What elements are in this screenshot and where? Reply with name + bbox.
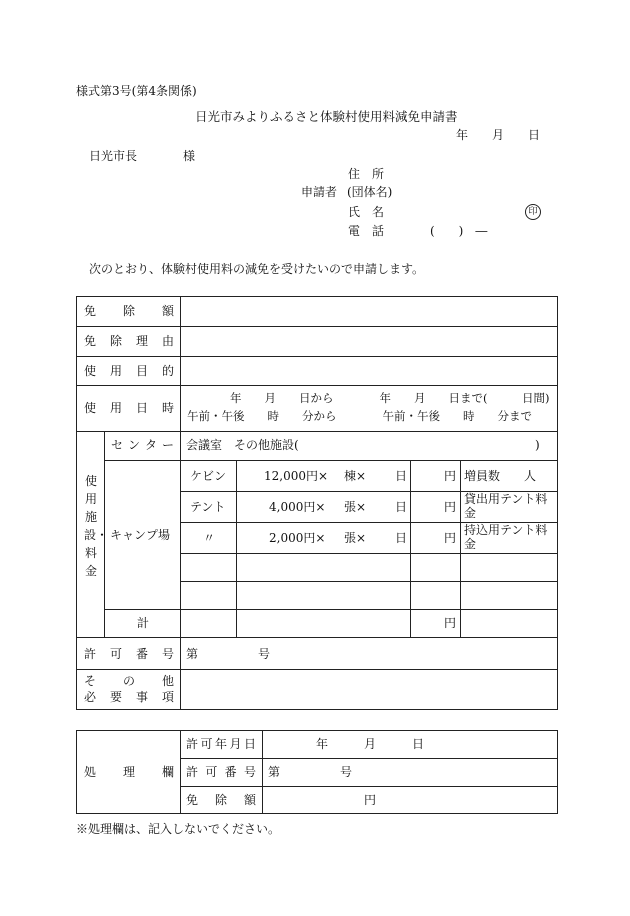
label-char: 用: [109, 364, 122, 378]
col-divider: [180, 730, 181, 814]
date-month: 月: [492, 128, 505, 142]
label-char: 由: [161, 334, 174, 348]
label-char: 用: [109, 401, 122, 415]
row-divider: [180, 786, 558, 787]
total-label: 計: [137, 616, 150, 630]
label-char: 日: [243, 737, 256, 751]
label-char: 理: [122, 765, 135, 779]
label-char: そ: [84, 674, 97, 688]
label-char: 他: [161, 674, 174, 688]
col-divider: [460, 460, 461, 637]
row-divider: [180, 758, 558, 759]
purpose-input[interactable]: [182, 358, 556, 383]
exemption-amount-input[interactable]: [182, 298, 556, 324]
processing-label: [84, 765, 174, 779]
processing-permit-no-label: [186, 765, 256, 779]
phone-format: ( ) ―: [430, 224, 488, 238]
label-char: 免: [186, 793, 199, 807]
other-label-line1: [84, 674, 174, 688]
facility-fee-label: 使用施設・料金: [84, 474, 109, 578]
label-char: 使: [84, 401, 97, 415]
total-yen: 円: [444, 616, 457, 630]
tent-rental-unit: 張×: [344, 500, 367, 514]
tent-rental-day: 日: [395, 500, 408, 514]
tent-own-note: 持込用テント料金: [464, 523, 548, 551]
label-char: 必: [84, 690, 97, 704]
date-year: 年: [456, 128, 469, 142]
tent-rental-price: 4,000円×: [269, 500, 326, 514]
label-char: 欄: [161, 765, 174, 779]
label-char: 処: [84, 765, 97, 779]
label-char: 許: [186, 737, 199, 751]
processing-permit-no-suffix: 号: [340, 765, 353, 779]
label-char: 免: [84, 304, 97, 318]
tent-rental-note: 貸出用テント料金: [464, 492, 548, 520]
label-char: 理: [135, 334, 148, 348]
label-char: 事: [135, 690, 148, 704]
center-label: [111, 438, 174, 452]
label-char: 可: [200, 737, 213, 751]
honorific: 様: [183, 149, 196, 163]
tent-own-yen: 円: [444, 531, 457, 545]
tent-own-item: 〃: [203, 531, 216, 545]
label-char: 時: [161, 401, 174, 415]
col-divider: [410, 460, 411, 637]
tent-own-price: 2,000円×: [269, 531, 326, 545]
cabin-day: 日: [395, 469, 408, 483]
name-label: 氏 名: [348, 205, 385, 219]
datetime-times[interactable]: 午前・午後 時 分から 午前・午後 時 分まで: [187, 409, 532, 423]
label-char: 許: [186, 765, 199, 779]
datetime-label: [84, 401, 174, 415]
cabin-unit: 棟×: [344, 469, 367, 483]
permit-date-label: [186, 737, 256, 751]
applicant-label: 申請者: [301, 185, 338, 199]
row-divider: [76, 385, 558, 386]
row-divider: [76, 637, 558, 638]
datetime-dates[interactable]: 年 月 日から 年 月 日まで( 日間): [230, 391, 550, 405]
addressee: 日光市長: [89, 149, 138, 163]
row-divider: [104, 609, 558, 610]
intro-text: 次のとおり、体験村使用料の減免を受けたいので申請します。: [89, 262, 425, 276]
exemption-reason-label: [84, 334, 174, 348]
group-name-label: (団体名): [347, 185, 393, 199]
processing-exemption-yen: 円: [364, 793, 377, 807]
other-requirements-input[interactable]: [182, 671, 556, 708]
label-char: 日: [135, 401, 148, 415]
processing-exemption-label: [186, 793, 256, 807]
label-char: 額: [161, 304, 174, 318]
label-char: ン: [127, 438, 140, 452]
permit-date-value: 年 月 日: [316, 737, 425, 751]
tent-own-day: 日: [395, 531, 408, 545]
row-divider: [76, 669, 558, 670]
label-char: 可: [205, 765, 218, 779]
camp-label: キャンプ場: [110, 528, 171, 542]
cabin-price: 12,000円×: [264, 469, 329, 483]
label-char: 年: [214, 737, 227, 751]
tent-own-unit: 張×: [344, 531, 367, 545]
cabin-item: ケビン: [190, 469, 227, 483]
permit-number-suffix: 号: [258, 647, 271, 661]
permit-number-label: [84, 647, 174, 661]
col-divider: [262, 730, 263, 814]
purpose-label: [84, 364, 174, 378]
label-char: セ: [111, 438, 124, 452]
label-char: 番: [135, 647, 148, 661]
document-title: 日光市みよりふるさと体験村使用料減免申請書: [195, 109, 458, 124]
label-char: 許: [84, 647, 97, 661]
permit-number-prefix: 第: [186, 647, 199, 661]
label-char: 可: [109, 647, 122, 661]
label-char: 除: [214, 793, 227, 807]
cabin-note: 増員数 人: [464, 469, 537, 483]
form-number: 様式第3号(第4条関係): [76, 84, 197, 98]
label-char: 免: [84, 334, 97, 348]
label-char: 項: [161, 690, 174, 704]
label-char: ー: [161, 438, 174, 452]
label-char: 目: [135, 364, 148, 378]
row-divider: [104, 460, 558, 461]
label-char: 除: [122, 304, 135, 318]
label-char: 額: [243, 793, 256, 807]
address-label: 住 所: [348, 167, 385, 181]
label-char: の: [122, 674, 135, 688]
label-char: 番: [224, 765, 237, 779]
label-char: 的: [161, 364, 174, 378]
row-divider: [76, 356, 558, 357]
tent-rental-item: テント: [190, 500, 226, 514]
exemption-reason-input[interactable]: [182, 328, 556, 354]
footnote: ※処理欄は、記入しないでください。: [76, 822, 281, 836]
cabin-yen: 円: [444, 469, 457, 483]
label-char: 使: [84, 364, 97, 378]
label-char: タ: [144, 438, 157, 452]
center-options[interactable]: 会議室 その他施設(: [186, 438, 299, 452]
tent-rental-yen: 円: [444, 500, 457, 514]
center-close-paren: ): [535, 438, 540, 452]
label-char: 除: [109, 334, 122, 348]
phone-label: 電 話: [348, 224, 385, 238]
label-char: 月: [229, 737, 242, 751]
label-char: 要: [109, 690, 122, 704]
col-divider: [180, 296, 181, 710]
exemption-amount-label: [84, 304, 174, 318]
col-divider: [236, 460, 237, 637]
label-char: 号: [243, 765, 256, 779]
label-char: 号: [161, 647, 174, 661]
other-label-line2: [84, 690, 174, 704]
seal-mark: 印: [525, 204, 541, 220]
date-day: 日: [528, 128, 541, 142]
processing-permit-no-prefix: 第: [268, 765, 281, 779]
row-divider: [76, 326, 558, 327]
row-divider: [76, 431, 558, 432]
